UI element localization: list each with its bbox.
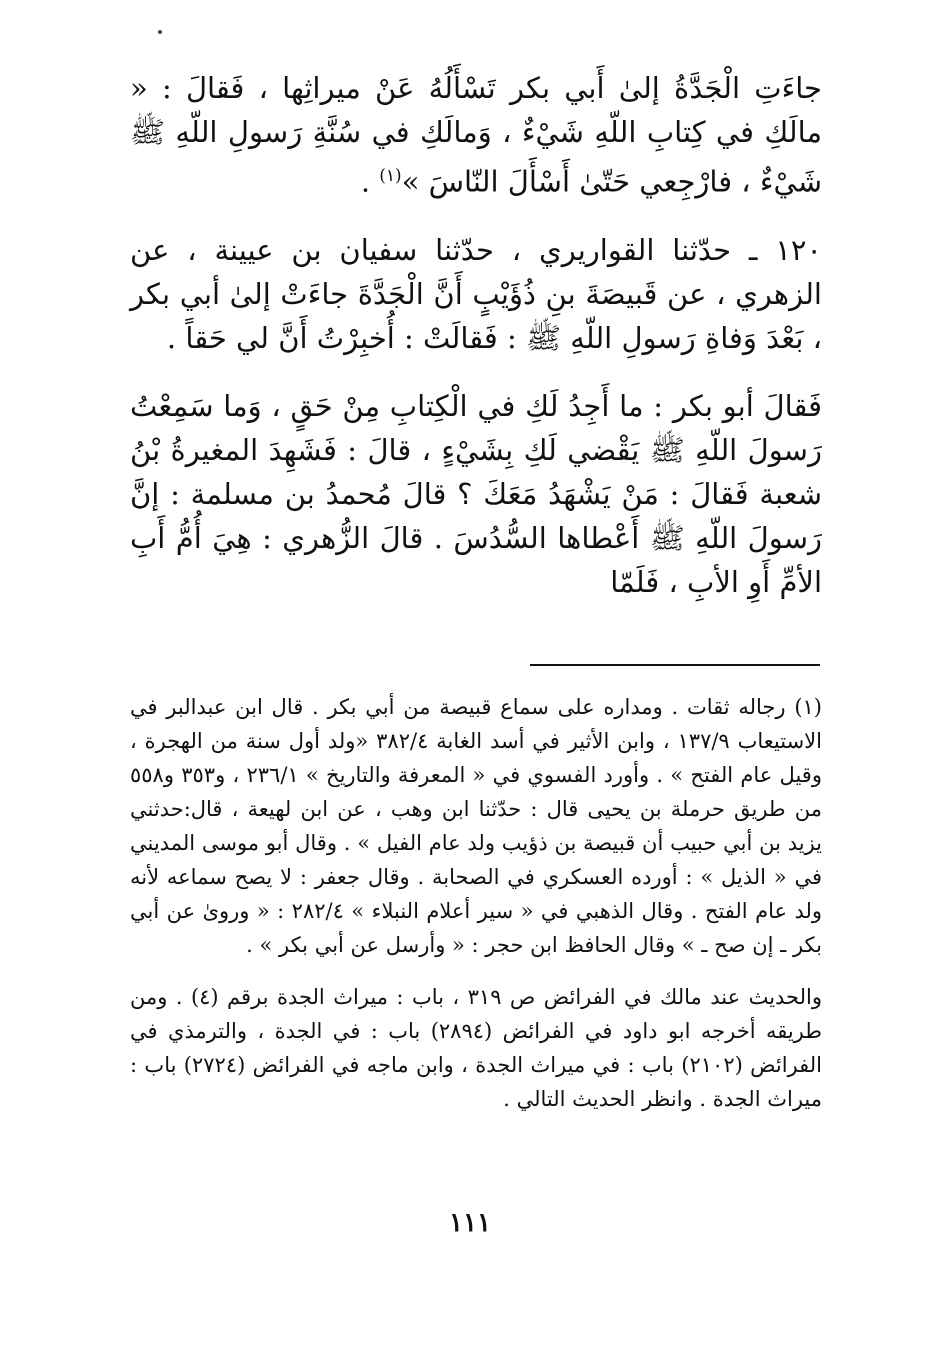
footnote-ref-1: (١) [379, 166, 402, 186]
footnotes [130, 690, 822, 1116]
paragraph-1 [130, 66, 822, 204]
paragraph-1-text: جاءَتِ الْجَدَّةُ إلىٰ أَبي بكر تَسْأَلُهُ عَنْ ميراثِها ، فَقالَ : « مالَكِ في كِتابِ اللّهِ شَيْءٌ ، وَمالَكِ في سُنَّةِ رَسولِ اللّهِ ﷺ شَيْءٌ ، فارْجِعي حَتّىٰ أَسْأَلَ النّاسَ » [130, 71, 822, 199]
paragraph-1-end: . [360, 164, 380, 199]
page-number: ١١١ [449, 1208, 491, 1238]
footnote-divider [530, 664, 820, 666]
footnote-2: والحديث عند مالك في الفرائض ص ٣١٩ ، باب : ميراث الجدة برقم (٤) . ومن طريقه أخرجه ابو داود في الفرائض (٢٨٩٤) باب : في الجدة ، والترمذي في الفرائض (٢١٠٢) باب : في ميراث الجدة ، وابن ماجه في الفرائض (٢٧٢٤) باب : ميراث الجدة . وانظر الحديث التالي . [130, 985, 823, 1111]
scan-dot [158, 30, 162, 34]
footnote-1: (١) رجاله ثقات . ومداره على سماع قبيصة من أبي بكر . قال ابن عبدالبر في الاستيعاب ١٣٧/٩ ، وابن الأثير في أسد الغابة ٣٨٢/٤ «ولد أول سنة من الهجرة ، وقيل عام الفتح » . وأورد الفسوي في « المعرفة والتاريخ » ٢٣٦/١ ، و٣٥٣ و٥٥٨ من طريق حرملة بن يحيى قال : حدّثنا ابن وهب ، عن ابن لهيعة ، قال:حدثني يزيد بن أبي حبيب أن قبيصة بن ذؤيب ولد عام الفيل » . وقال أبو موسى المديني في « الذيل » : أورده العسكري في الصحابة . وقال جعفر : لا يصح سماعه لأنه ولد عام الفتح . وقال الذهبي في « سير أعلام النبلاء » ٢٨٢/٤ : « وروىٰ عن أبي بكر ـ إن صح ـ » وقال الحافظ ابن حجر : « وأرسل عن أبي بكر » . [130, 695, 823, 957]
paragraph-3: فَقالَ أبو بكر : ما أَجِدُ لَكِ في الْكِتابِ مِنْ حَقٍ ، وَما سَمِعْتُ رَسولَ اللّهِ ﷺ يَقْضي لَكِ بِشَيْءٍ ، قالَ : فَشَهِدَ المغيرةُ بْنُ شعبة فَقالَ : مَنْ يَشْهَدُ مَعَكَ ؟ قالَ مُحمدُ بن مسلمة : إنَّ رَسولَ اللّهِ ﷺ أَعْطاها السُّدُسَ . قالَ الزُّهري : هِيَ أُمُّ أَبِ الأمِّ أَوِ الأبِ ، فَلَمّا [130, 388, 822, 599]
hadith-120: ١٢٠ ـ حدّثنا القواريري ، حدّثنا سفيان بن عيينة ، عن الزهري ، عن قَبيصَةَ بنِ ذُؤَيْبٍ أَنَّ الْجَدَّةَ جاءَتْ إلىٰ أبي بكر ، بَعْدَ وَفاةِ رَسولِ اللّهِ ﷺ : فَقالَتْ : أُخبِرْتُ أَنَّ لي حَقاً . [130, 232, 822, 355]
main-text [130, 66, 822, 604]
